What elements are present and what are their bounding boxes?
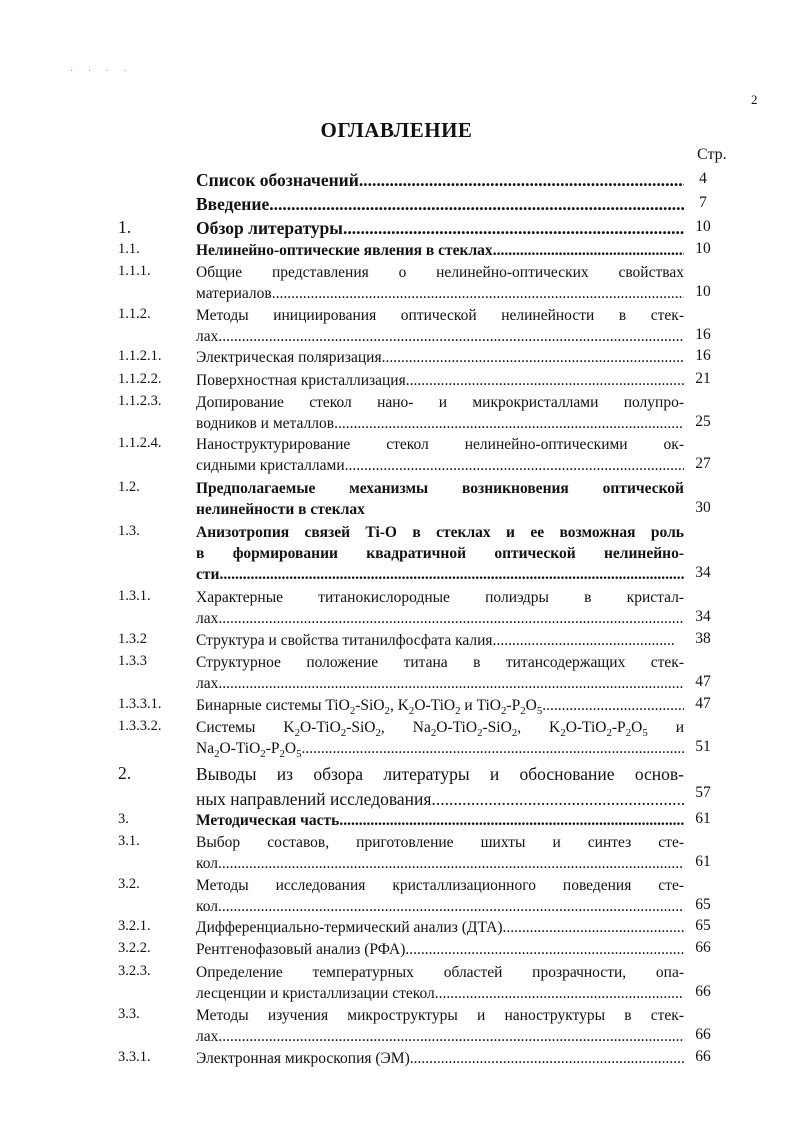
- toc-entry-page: 38: [695, 630, 711, 647]
- toc-entry-title-line1: Определение температурных областей прозрачности, опа-: [196, 964, 684, 981]
- toc-entry-title-line1: Выбор составов, приготовление шихты и синтез сте-: [196, 834, 684, 851]
- toc-entry-number: 3.3.1.: [118, 1049, 151, 1065]
- toc-entry-number: 1.1.2.3.: [118, 393, 162, 409]
- toc-entry-number: 3.2.2.: [118, 940, 151, 956]
- page-title: ОГЛАВЛЕНИЕ: [320, 118, 473, 142]
- toc-entry-title-line1: Предполагаемые механизмы возникновения оптической: [196, 480, 684, 497]
- toc-entry-title-line2: ных направлений исследования .....: [196, 787, 684, 812]
- toc-entry-title-line1: Выводы из обзора литературы и обоснование основ-: [196, 764, 684, 784]
- toc-entry-number: 1.1.: [118, 241, 140, 257]
- toc-entry-number: 1.2.: [118, 479, 140, 495]
- toc-entry-title: Электрическая поляризация .....: [196, 347, 684, 368]
- toc-entry-number: 1.3.3.1.: [118, 696, 162, 712]
- toc-entry-page: 65: [695, 896, 711, 913]
- toc-entry-number: 1.3.2: [118, 631, 147, 647]
- toc-entry-page: 66: [695, 1048, 711, 1065]
- toc-entry-title-line2: в формировании квадратичной оптической нелинейно-: [196, 545, 684, 562]
- toc-entry-page: 61: [695, 853, 711, 870]
- toc-entry-page: 66: [695, 983, 711, 1000]
- toc-entry-title: Рентгенофазовый анализ (РФА) .....: [196, 939, 684, 960]
- toc-entry-title-line1: Структурное положение титана в титансодержащих стек-: [196, 654, 684, 671]
- toc-entry-number: 1.3.: [118, 523, 140, 539]
- toc-entry-title-line2: нелинейности в стеклах: [196, 501, 365, 518]
- toc-entry-title-line2: лесценции и кристаллизации стекол .....: [196, 983, 684, 1004]
- toc-entry-page: 25: [695, 413, 711, 430]
- toc-entry-title-line1: Наноструктурирование стекол нелинейно-оптическими ок-: [196, 436, 684, 453]
- chem-formula-text: $Na_2O-TiO_2-P_2O_5$: [196, 740, 302, 759]
- toc-entry-page: 47: [695, 695, 711, 712]
- toc-entry-title: Структура и свойства титанилфосфата калия .....: [196, 630, 674, 651]
- toc-entry-page: 30: [695, 499, 711, 516]
- toc-entry-title-line1: Общие представления о нелинейно-оптических свойствах: [196, 264, 684, 281]
- toc-entry-page: 66: [695, 1026, 711, 1043]
- toc-entry-page: 65: [695, 917, 711, 934]
- toc-entry-title-line2: сидными кристаллами .....: [196, 455, 684, 476]
- toc-entry-number: 1.1.2.1.: [118, 348, 162, 364]
- toc-entry-title-line2: лах .....: [196, 673, 684, 694]
- chem-formula-text: Системы $K_2O-TiO_2-SiO_2$, $Na_2O-TiO_2-SiO_2$, $K_2O-TiO_2-P_2O_5$ и: [196, 719, 684, 738]
- toc-entry-title-line1: Анизотропия связей Ti-O в стеклах и ее возможная роль: [196, 524, 684, 541]
- toc-entry-title: Методическая часть .....: [196, 810, 684, 831]
- toc-entry-title: Поверхностная кристаллизация .....: [196, 370, 684, 391]
- toc-entry-number: 3.2.1.: [118, 918, 151, 934]
- toc-entry-title-line1: [196, 717, 684, 738]
- toc-entry-title-line1: Характерные титанокислородные полиэдры в кристал-: [196, 589, 684, 606]
- toc-entry-page: 21: [695, 370, 711, 387]
- toc-entry-title-line2: материалов .....: [196, 283, 684, 304]
- toc-entry-title-line1: Методы исследования кристаллизационного поведения сте-: [196, 877, 684, 894]
- toc-entry-title-line1: Методы инициирования оптической нелинейности в стек-: [196, 307, 684, 324]
- toc-entry-page: 4: [699, 170, 707, 187]
- toc-entry-number: 1.: [118, 217, 132, 237]
- toc-entry-title-line2: водников и металлов .....: [196, 413, 684, 434]
- toc-entry-page: 10: [695, 240, 711, 257]
- toc-entry-title: Введение .....: [196, 192, 684, 217]
- toc-entry-number: 3.2.: [118, 876, 140, 892]
- toc-entry-title-line1: Методы изучения микроструктуры и наноструктуры в стек-: [196, 1007, 684, 1024]
- page-number: 2: [751, 92, 758, 107]
- toc-entry-title-line2: лах .....: [196, 608, 684, 629]
- toc-entry-page: 10: [695, 218, 711, 235]
- toc-entry-number: 1.1.1.: [118, 263, 151, 279]
- toc-entry-title: Список обозначений .....: [196, 168, 684, 193]
- toc-entry-page: 34: [695, 564, 711, 581]
- toc-entry-title-line1: Допирование стекол нано- и микрокристаллами полупро-: [196, 394, 684, 411]
- toc-entry-page: 7: [699, 194, 707, 211]
- toc-entry-number: 1.3.3.2.: [118, 718, 162, 734]
- toc-entry-title-line2: кол .....: [196, 853, 684, 874]
- toc-entry-title: Электронная микроскопия (ЭМ) .....: [196, 1048, 684, 1069]
- toc-entry-number: 1.3.3: [118, 653, 147, 669]
- scan-marks: · · · ·: [70, 66, 133, 77]
- toc-entry-number: 3.2.3.: [118, 963, 151, 979]
- toc-entry-title-line2: кол .....: [196, 896, 684, 917]
- toc-entry-number: 3.1.: [118, 833, 140, 849]
- toc-entry-page: 16: [695, 326, 711, 343]
- toc-entry-page: 47: [695, 673, 711, 690]
- toc-entry-title-line2: [196, 738, 684, 759]
- toc-entry-number: 3.: [118, 811, 129, 827]
- toc-entry-number: 1.1.2.2.: [118, 371, 162, 387]
- toc-entry-page: 16: [695, 347, 711, 364]
- toc-entry-title: Дифференциально-термический анализ (ДТА) .....: [196, 917, 684, 938]
- toc-entry-page: 66: [695, 939, 711, 956]
- toc-entry-number: 3.3.: [118, 1006, 140, 1022]
- toc-entry-page: 10: [695, 283, 711, 300]
- toc-entry-number: 2.: [118, 763, 132, 783]
- toc-entry-page: 34: [695, 608, 711, 625]
- toc-entry-page: 51: [695, 738, 711, 755]
- toc-entry-number: 1.1.2.: [118, 306, 151, 322]
- chem-formula-text: Бинарные системы TiO$_2$-SiO$_2$, $K_2O-TiO_2$ и $TiO_2-P_2O_5$: [196, 697, 543, 716]
- toc-entry-title: Нелинейно-оптические явления в стеклах .....: [196, 240, 684, 261]
- toc-entry-title: [196, 695, 684, 716]
- toc-entry-page: 27: [695, 455, 711, 472]
- toc-entry-title: Обзор литературы .....: [196, 216, 684, 241]
- toc-entry-title-line2: лах .....: [196, 1026, 684, 1047]
- toc-entry-page: 61: [695, 810, 711, 827]
- page-column-label: Стр.: [697, 146, 727, 163]
- toc-entry-title-line2: лах .....: [196, 326, 684, 347]
- toc-entry-number: 1.1.2.4.: [118, 435, 162, 451]
- toc-entry-title-line3: сти .....: [196, 564, 684, 585]
- toc-entry-page: 57: [695, 784, 711, 801]
- toc-entry-number: 1.3.1.: [118, 588, 151, 604]
